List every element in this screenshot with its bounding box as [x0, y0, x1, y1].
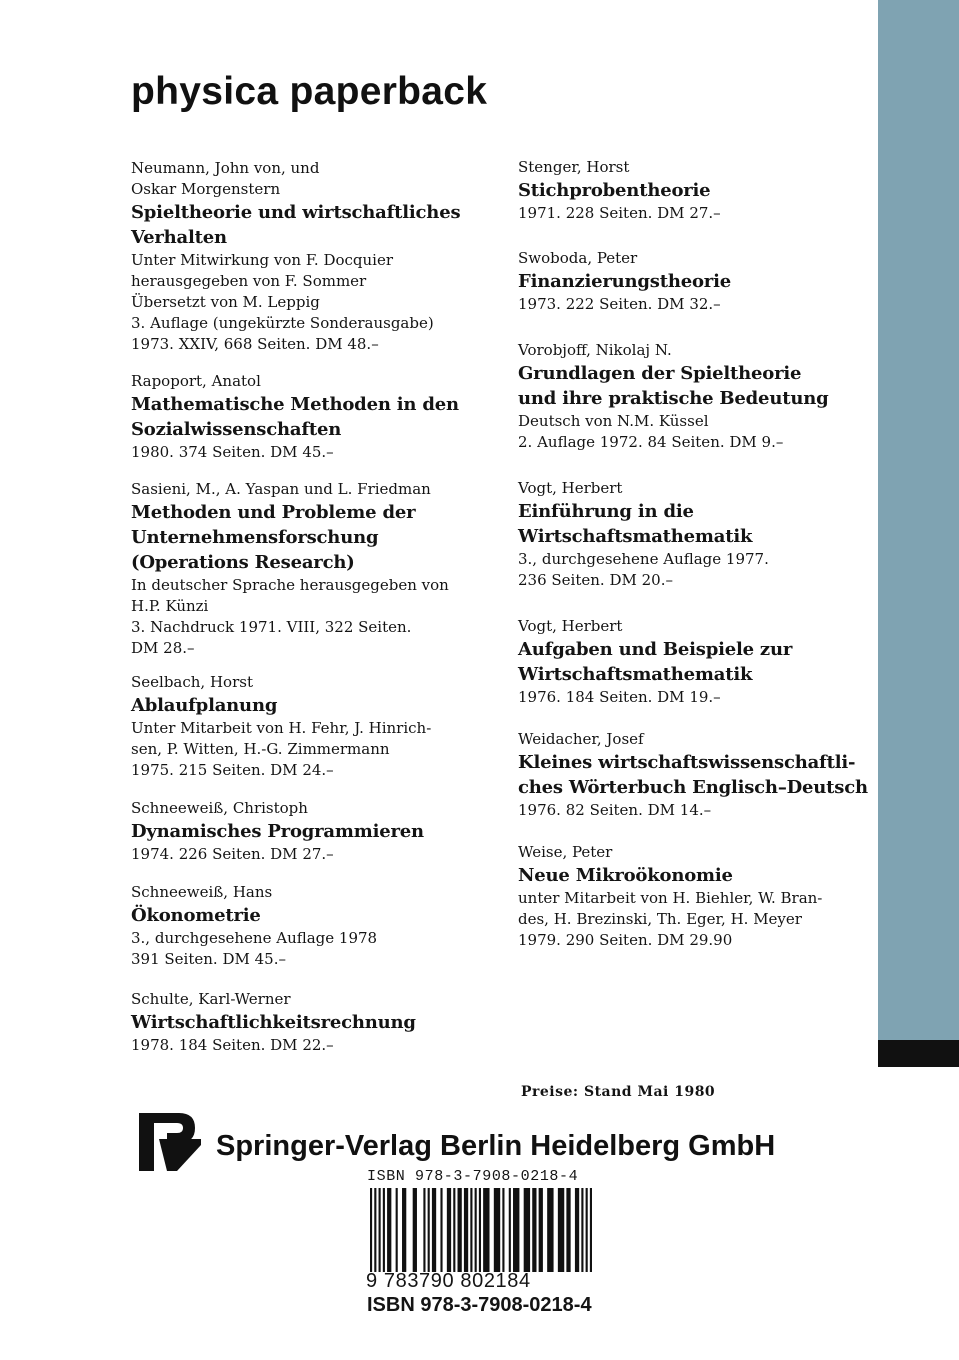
book-title: Kleines wirtschaftswissenschaftli- ches Wörterbuch Englisch–Deutsch — [518, 752, 868, 798]
book-author: Seelbach, Horst — [131, 673, 253, 691]
barcode-bar — [383, 1188, 385, 1272]
barcode-bar — [524, 1188, 530, 1272]
book-details: 1971. 228 Seiten. DM 27.– — [518, 204, 721, 222]
book-author: Rapoport, Anatol — [131, 372, 261, 390]
barcode-bar — [479, 1188, 481, 1272]
book-title: Wirtschaftlichkeitsrechnung — [131, 1012, 416, 1033]
series-title: physica paperback — [131, 70, 488, 113]
book-details: In deutscher Sprache herausgegeben von H.P. Künzi 3. Nachdruck 1971. VIII, 322 Seiten. DM 28.– — [131, 576, 449, 657]
barcode-bar — [370, 1188, 372, 1272]
book-details: unter Mitarbeit von H. Biehler, W. Bran- des, H. Brezinski, Th. Eger, H. Meyer 1979. 290 Seiten. DM 29.90 — [518, 889, 823, 949]
isbn-label-top: ISBN 978-3-7908-0218-4 — [367, 1168, 579, 1185]
barcode-bar — [413, 1188, 417, 1272]
barcode-bar — [379, 1188, 381, 1272]
barcode-digits: 9 783790 802184 — [366, 1270, 531, 1292]
barcode-bar — [464, 1188, 468, 1272]
book-entry — [131, 798, 471, 865]
book-title: Dynamisches Programmieren — [131, 821, 424, 842]
book-details: 3., durchgesehene Auflage 1978 391 Seiten. DM 45.– — [131, 929, 378, 968]
barcode-bar — [387, 1188, 391, 1272]
barcode-bar — [402, 1188, 406, 1272]
barcode-bar — [475, 1188, 477, 1272]
book-entry — [131, 989, 471, 1056]
barcode-bar — [423, 1188, 425, 1272]
book-title: Finanzierungstheorie — [518, 271, 731, 292]
book-title: Mathematische Methoden in den Sozialwissenschaften — [131, 394, 459, 440]
right-book-column — [518, 157, 868, 951]
barcode-bar — [374, 1188, 376, 1272]
book-title: Methoden und Probleme der Unternehmensforschung (Operations Research) — [131, 502, 416, 573]
book-details: 1978. 184 Seiten. DM 22.– — [131, 1036, 334, 1054]
book-author: Weise, Peter — [518, 843, 613, 861]
book-author: Vorobjoff, Nikolaj N. — [518, 341, 672, 359]
isbn-label-bottom: ISBN 978-3-7908-0218-4 — [367, 1294, 592, 1316]
book-entry — [518, 616, 863, 708]
barcode-bar — [532, 1188, 536, 1272]
book-entry — [131, 672, 471, 781]
barcode-bar — [547, 1188, 553, 1272]
book-author: Schneeweiß, Christoph — [131, 799, 308, 817]
book-author: Weidacher, Josef — [518, 730, 644, 748]
barcode-bar — [502, 1188, 504, 1272]
book-entry — [518, 340, 863, 453]
book-author: Vogt, Herbert — [518, 479, 623, 497]
book-author: Swoboda, Peter — [518, 249, 638, 267]
book-details: 1976. 184 Seiten. DM 19.– — [518, 688, 721, 706]
book-title: Einführung in die Wirtschaftsmathematik — [518, 501, 753, 547]
barcode-bar — [509, 1188, 511, 1272]
book-details: 1980. 374 Seiten. DM 45.– — [131, 443, 334, 461]
publisher-name: Springer-Verlag Berlin Heidelberg GmbH — [216, 1130, 776, 1162]
barcode-bar — [453, 1188, 455, 1272]
cover-side-black-band — [878, 1040, 959, 1067]
book-author: Sasieni, M., A. Yaspan und L. Friedman — [131, 480, 431, 498]
barcode-bar — [440, 1188, 442, 1272]
price-note: Preise: Stand Mai 1980 — [521, 1084, 716, 1100]
barcode-bar — [458, 1188, 462, 1272]
barcode-bar — [575, 1188, 579, 1272]
book-title: Neue Mikroökonomie — [518, 865, 733, 886]
barcode-bar — [396, 1188, 398, 1272]
book-entry — [518, 729, 868, 821]
book-entry — [131, 371, 471, 463]
barcode-bar — [566, 1188, 570, 1272]
barcode-bar — [432, 1188, 436, 1272]
barcode-bar — [494, 1188, 500, 1272]
book-title: Grundlagen der Spieltheorie und ihre praktische Bedeutung — [518, 363, 829, 409]
barcode-bar — [470, 1188, 472, 1272]
book-details: Unter Mitwirkung von F. Docquier herausgegeben von F. Sommer Übersetzt von M. Leppig 3. Auflage (ungekürzte Sonderausgabe) 1973. XXIV, 668 Seiten. DM 48.– — [131, 251, 434, 353]
book-details: 1973. 222 Seiten. DM 32.– — [518, 295, 721, 313]
book-title: Ökonometrie — [131, 905, 261, 926]
barcode-bar — [590, 1188, 592, 1272]
barcode-bar — [558, 1188, 564, 1272]
book-author: Neumann, John von, und Oskar Morgenstern — [131, 159, 320, 198]
barcode-bar — [483, 1188, 489, 1272]
book-entry — [518, 157, 863, 224]
barcode-bar — [581, 1188, 583, 1272]
book-title: Stichprobentheorie — [518, 180, 711, 201]
book-details: Deutsch von N.M. Küssel 2. Auflage 1972. 84 Seiten. DM 9.– — [518, 412, 784, 451]
barcode-bar — [447, 1188, 451, 1272]
book-author: Schulte, Karl-Werner — [131, 990, 291, 1008]
barcode-bar — [513, 1188, 519, 1272]
book-title: Aufgaben und Beispiele zur Wirtschaftsmathematik — [518, 639, 793, 685]
book-author: Stenger, Horst — [518, 158, 630, 176]
book-entry — [518, 478, 863, 591]
barcode-bar — [539, 1188, 543, 1272]
book-entry — [131, 158, 471, 355]
barcode-bar — [428, 1188, 430, 1272]
isbn-barcode — [368, 1188, 594, 1276]
cover-side-color-bar — [878, 0, 959, 1040]
book-details: 1976. 82 Seiten. DM 14.– — [518, 801, 712, 819]
book-title: Spieltheorie und wirtschaftliches Verhalten — [131, 202, 461, 248]
springer-logo-icon — [139, 1113, 201, 1171]
book-entry — [518, 842, 863, 951]
left-book-column — [131, 158, 471, 1056]
book-details: 1974. 226 Seiten. DM 27.– — [131, 845, 334, 863]
book-details: 3., durchgesehene Auflage 1977. 236 Seiten. DM 20.– — [518, 550, 769, 589]
barcode-bar — [586, 1188, 588, 1272]
book-title: Ablaufplanung — [131, 695, 278, 716]
book-author: Schneeweiß, Hans — [131, 883, 273, 901]
book-entry — [518, 248, 863, 315]
book-author: Vogt, Herbert — [518, 617, 623, 635]
book-entry — [131, 479, 471, 659]
book-details: Unter Mitarbeit von H. Fehr, J. Hinrich- sen, P. Witten, H.-G. Zimmermann 1975. 215 Seiten. DM 24.– — [131, 719, 432, 779]
book-entry — [131, 882, 471, 970]
